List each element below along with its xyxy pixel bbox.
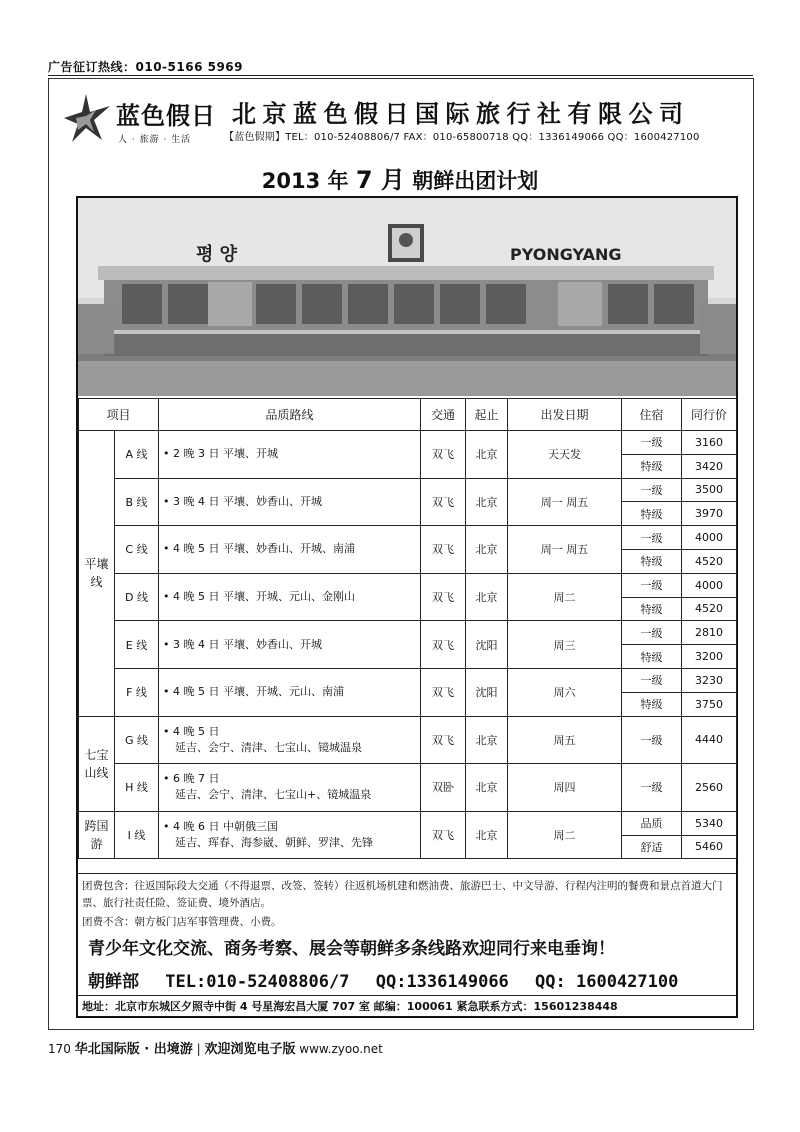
price: 2810 [682, 621, 737, 645]
price: 3750 [682, 692, 737, 716]
start-city: 北京 [466, 478, 508, 526]
transport: 双飞 [421, 811, 466, 859]
departure-dates: 周五 [508, 716, 622, 764]
group-chilbosan: 七宝山线 [79, 716, 115, 811]
title-text: 朝鲜出团计划 [412, 169, 539, 193]
fee-included: 团费包含：往返国际段大交通（不得退票、改签、签转）往返机场机建和燃油费、旅游巴士、中文导游、行程内注明的餐费和景点首道大门票、旅行社责任险、签证费、境外酒店。 [82, 880, 723, 909]
brand-logo [56, 88, 221, 150]
table-row [79, 526, 737, 550]
hotel-level: 一级 [622, 573, 682, 597]
price: 3230 [682, 668, 737, 692]
transport: 双飞 [421, 573, 466, 621]
brand-slogan: 人 · 旅游 · 生活 [118, 135, 192, 145]
hotel-level: 一级 [622, 621, 682, 645]
dept-tel: TEL:010-52408806/7 [165, 972, 350, 992]
transport: 双飞 [421, 668, 466, 716]
departure-dates: 周二 [508, 573, 622, 621]
table-row [79, 573, 737, 597]
route-text: • 3 晚 4 日 平壤、妙香山、开城 [159, 478, 421, 526]
header-item: 项目 [79, 399, 159, 431]
hotel-level: 一级 [622, 526, 682, 550]
route-cities: 延吉、珲春、海参崴、朝鲜、罗津、先锋 [175, 836, 374, 850]
header-dates: 出发日期 [508, 399, 622, 431]
header-start: 起止 [466, 399, 508, 431]
price: 4440 [682, 716, 737, 764]
price: 5460 [682, 835, 737, 859]
price: 4000 [682, 526, 737, 550]
header-hotel: 住宿 [622, 399, 682, 431]
price: 4520 [682, 549, 737, 573]
hotel-level: 特级 [622, 645, 682, 669]
group-pyongyang: 平壤线 [79, 431, 115, 717]
plan-box [76, 196, 738, 1018]
company-contact: 【蓝色假期】TEL：010-52408806/7 FAX：010-65800718 QQ：1336149066 QQ：1600427100 [224, 132, 700, 143]
dept-qq1: QQ:1336149066 [375, 972, 509, 992]
page-footer [48, 1038, 383, 1057]
hotel-level: 一级 [622, 716, 682, 764]
start-city: 沈阳 [466, 668, 508, 716]
start-city: 北京 [466, 716, 508, 764]
transport: 双飞 [421, 431, 466, 479]
line-label: C 线 [115, 526, 159, 574]
header-transport: 交通 [421, 399, 466, 431]
route-cities: 延吉、会宁、清津、七宝山、镜城温泉 [175, 740, 363, 754]
top-rule [48, 75, 753, 76]
star-bird-icon [56, 88, 116, 148]
departure-dates: 周四 [508, 764, 622, 812]
page-number: 170 [48, 1042, 71, 1056]
page-title [0, 160, 800, 195]
table-row [79, 478, 737, 502]
hotel-level: 特级 [622, 502, 682, 526]
route-text: • 4 晚 5 日 平壤、开城、元山、南浦 [159, 668, 421, 716]
departure-dates: 周六 [508, 668, 622, 716]
line-label: F 线 [115, 668, 159, 716]
departure-dates: 周三 [508, 621, 622, 669]
transport: 双飞 [421, 478, 466, 526]
brand-name: 蓝色假日 [116, 102, 216, 130]
dept-qq2: QQ: 1600427100 [535, 972, 679, 992]
hotel-level: 特级 [622, 549, 682, 573]
departure-dates: 周一 周五 [508, 478, 622, 526]
table-row [79, 716, 737, 740]
route-duration: • 4 晚 5 日 [163, 724, 220, 738]
fee-excluded: 团费不含：朝方板门店军事管理费、小费。 [82, 916, 282, 928]
promo-slogan: 青少年文化交流、商务考察、展会等朝鲜多条线路欢迎同行来电垂询！ [88, 939, 615, 959]
hotel-level: 舒适 [622, 835, 682, 859]
price: 5340 [682, 811, 737, 835]
route-text: • 3 晚 4 日 平壤、妙香山、开城 [159, 621, 421, 669]
dept-contact [88, 967, 694, 992]
route-text: • 4 晚 5 日 平壤、开城、元山、金刚山 [159, 573, 421, 621]
transport: 双飞 [421, 526, 466, 574]
price: 2560 [682, 764, 737, 812]
start-city: 北京 [466, 526, 508, 574]
route-text [159, 764, 421, 812]
footer-section: 华北国际版 · 出境游 [74, 1042, 193, 1057]
start-city: 北京 [466, 431, 508, 479]
photo-sign-english: PYONGYANG [510, 245, 622, 264]
table-row [79, 811, 737, 835]
price: 4520 [682, 597, 737, 621]
title-year: 2013 年 [261, 169, 349, 193]
route-cities: 延吉、会宁、清津、七宝山+、镜城温泉 [175, 788, 372, 802]
notes-section [78, 873, 736, 1017]
route-text: • 2 晚 3 日 平壤、开城 [159, 431, 421, 479]
hotel-level: 特级 [622, 454, 682, 478]
table-header-row [79, 399, 737, 431]
departure-dates: 天天发 [508, 431, 622, 479]
group-crossborder: 跨国游 [79, 811, 115, 859]
footer-divider: | [196, 1042, 201, 1056]
price: 3420 [682, 454, 737, 478]
start-city: 沈阳 [466, 621, 508, 669]
line-label: I 线 [115, 811, 159, 859]
departure-dates: 周二 [508, 811, 622, 859]
table-row [79, 764, 737, 788]
photo-sign-korean: 평 양 [196, 244, 238, 265]
start-city: 北京 [466, 811, 508, 859]
table-row [79, 668, 737, 692]
hotel-level: 一级 [622, 668, 682, 692]
line-label: E 线 [115, 621, 159, 669]
title-month: 7 月 [355, 166, 405, 194]
price: 3500 [682, 478, 737, 502]
line-label: B 线 [115, 478, 159, 526]
hotel-level: 特级 [622, 692, 682, 716]
dept-name: 朝鲜部 [88, 972, 139, 992]
header-price: 同行价 [682, 399, 737, 431]
line-label: A 线 [115, 431, 159, 479]
tour-table [78, 398, 737, 859]
address-line: 地址：北京市东城区夕照寺中街 4 号星海宏昌大厦 707 室 邮编：100061 紧急联系方式：15601238448 [78, 995, 736, 1017]
transport: 双卧 [421, 764, 466, 812]
footer-site[interactable]: www.zyoo.net [299, 1042, 383, 1056]
table-row [79, 621, 737, 645]
line-label: H 线 [115, 764, 159, 812]
start-city: 北京 [466, 764, 508, 812]
footer-promo: 欢迎浏览电子版 [204, 1042, 296, 1057]
transport: 双飞 [421, 621, 466, 669]
price: 3160 [682, 431, 737, 455]
airport-photo [78, 198, 736, 396]
route-duration: • 4 晚 6 日 中朝俄三国 [163, 820, 278, 834]
hotel-level: 一级 [622, 764, 682, 812]
hotel-level: 特级 [622, 597, 682, 621]
price: 3200 [682, 645, 737, 669]
start-city: 北京 [466, 573, 508, 621]
route-text: • 4 晚 5 日 平壤、妙香山、开城、南浦 [159, 526, 421, 574]
line-label: G 线 [115, 716, 159, 764]
route-text [159, 811, 421, 859]
price: 4000 [682, 573, 737, 597]
hotel-level: 品质 [622, 811, 682, 835]
line-label: D 线 [115, 573, 159, 621]
route-text [159, 716, 421, 764]
route-duration: • 6 晚 7 日 [163, 772, 220, 786]
company-name: 北京蓝色假日国际旅行社有限公司 [232, 100, 690, 128]
price: 3970 [682, 502, 737, 526]
departure-dates: 周一 周五 [508, 526, 622, 574]
table-row [79, 431, 737, 455]
ad-hotline: 广告征订热线：010-5166 5969 [48, 60, 244, 74]
hotel-level: 一级 [622, 431, 682, 455]
hotel-level: 一级 [622, 478, 682, 502]
header-route: 品质路线 [159, 399, 421, 431]
transport: 双飞 [421, 716, 466, 764]
